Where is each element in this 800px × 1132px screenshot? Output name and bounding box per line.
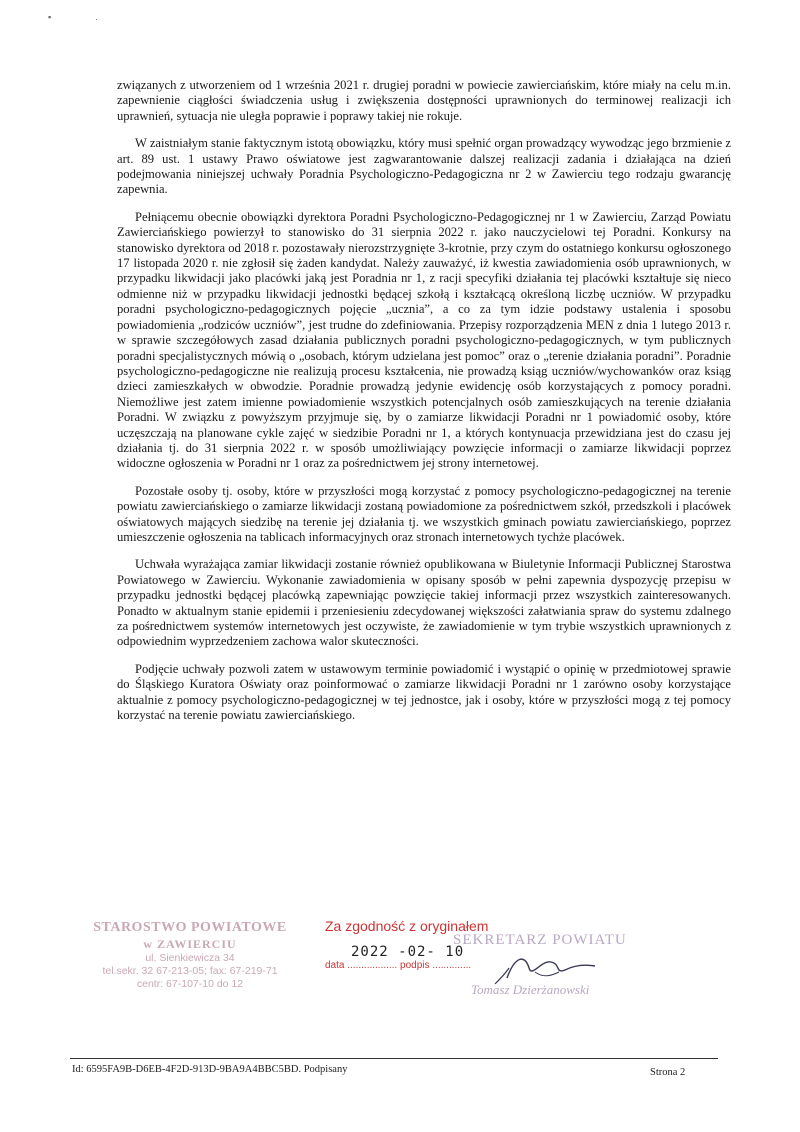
date-signature-label: data .................. podpis .............. (325, 960, 472, 971)
conformity-stamp (325, 918, 645, 1008)
stamp-line-address: ul. Sienkiewicza 34 (145, 952, 235, 964)
stamp-line-city: w ZAWIERCIU (143, 937, 237, 951)
body-text (117, 78, 731, 735)
paragraph-2: W zaistniałym stanie faktycznym istotą obowiązku, który musi spełnić organ prowadzący wywodząc jego brzmienie z art. 89 ust. 1 ustawy Prawo oświatowe jest zagwarantowanie dalszej realizacji zadania i działająca na dzień podejmowania niniejszej uchwały Poradnia Psychologiczno-Pedagogiczna nr 2 w Zawierciu tego rodzaju gwarancję zapewnia. (117, 136, 731, 197)
paragraph-5: Uchwała wyrażająca zamiar likwidacji zostanie również opublikowana w Biuletynie Informacji Publicznej Starostwa Powiatowego w Zawierciu. Wykonanie zawiadomienia w opisany sposób w pełni zapewnia dyspozycję przepisu w przypadku jednostki będącej placówką zapewniając powzięcie takiej informacji przez wszystkich zainteresowanych. Ponadto w aktualnym stanie epidemii i przeniesieniu zdecydowanej większości załatwiania spraw do systemu zdalnego za pośrednictwem systemów internetowych jest oczywiste, że zawiadomienie w tym trybie wszystkich uprawnionych z odpowiednim wyprzedzeniem zachowa walor skuteczności. (117, 557, 731, 649)
office-stamp (80, 920, 300, 991)
document-page: ▪ · związanych z utworzeniem od 1 września 2021 r. drugiej poradni w powiecie zawierciańskim, które miały na celu m.in. zapewnienie ciągłości świadczenia usług i zwiększenia dostępności uprawnionych do terminowej realizacji ich uprawnień, sytuacja nie uległa poprawie i poprawy takiej nie rokuje. W zaistniałym stanie faktycznym istotą obowiązku, który musi spełnić organ prowadzący wywodząc jego brzmienie z art. 89 ust. 1 ustawy Prawo oświatowe jest zagwarantowanie dalszej realizacji zadania i działająca na dzień podejmowania niniejszej uchwały Poradnia Psychologiczno-Pedagogiczna nr 2 w Zawierciu tego rodzaju gwarancję zapewnia. Pełniącemu obecnie obowiązki dyrektora Poradni Psychologiczno-Pedagogicznej nr 1 w Zawierciu, Zarząd Powiatu Zawierciańskiego powierzył to stanowisko do 31 sierpnia 2022 r. jako nauczycielowi tej Poradni. Konkursy na stanowisko dyrektora od 2018 r. pozostawały nierozstrzygnięte 3-krotnie, przy czym do ostatniego konkursu ogłoszonego 17 listopada 2020 r. nie zgłosił się żaden kandydat. Należy zauważyć, iż kwestia zawiadomienia osób uprawnionych, w przypadku likwidacji jako placówki jaką jest Poradnia nr 1, z racji specyfiki działania tej placówki kształtuje się nieco odmienne niż w przypadku likwidacji jednostki będącej szkołą i kształcącą określoną liczbę uczniów. W przypadku poradni psychologiczno-pedagogicznych pojęcie „ucznia”, a co za tym idzie podstawy ustalenia i sposobu powiadomienia „rodziców uczniów”, jest trudne do zdefiniowania. Przepisy rozporządzenia MEN z dnia 1 lutego 2013 r. w sprawie szczegółowych zasad działania publicznych poradni psychologiczno-pedagogicznych, w tym publicznych poradni specjalistycznych mówią o „osobach, którym udzielana jest pomoc” oraz o „terenie działania poradni”. Poradnie psychologiczno-pedagogiczne nie realizują procesu kształcenia, nie prowadzą ksiąg uczniów/wychowanków oraz ksiąg dzieci zamieszkałych w obwodzie. Poradnie prowadzą jedynie ewidencję osób korzystających z pomocy poradni. Niemożliwe jest zatem imienne powiadomienie wszystkich potencjalnych osób zamieszkujących na terenie działania Poradni. W związku z powyższym przyjmuje się, by o zamiarze likwidacji Poradni nr 1 powiadomić osoby, które uczęszczają na planowane cykle zajęć w siedzibie Poradni nr 1, a których kontynuacja przewidziana jest do czasu jej działania tj. do 31 sierpnia 2022 r. w sposób umożliwiający powzięcie informacji o zamiarze likwidacji poprzez widoczne ogłoszenia w Poradni nr 1 oraz za pośrednictwem jej strony internetowej. Pozostałe osoby tj. osoby, które w przyszłości mogą korzystać z pomocy psychologiczno-pedagogicznej na terenie powiatu zawierciańskiego o zamiarze likwidacji zostaną powiadomione za pośrednictwem szkół, przedszkoli i placówek oświatowych mających siedzibę na terenie jej działania tj. we wszystkich gminach powiatu zawierciańskiego, poprzez umieszczenie ogłoszenia na tablicach informacyjnych oraz stronach internetowych tychże placówek. Uchwała wyrażająca zamiar likwidacji zostanie również opublikowana w Biuletynie Informacji Publicznej Starostwa Powiatowego w Zawierciu. Wykonanie zawiadomienia w opisany sposób w pełni zapewnia dyspozycję przepisu w przypadku jednostki będącej placówką zapewniając powzięcie takiej informacji przez wszystkich zainteresowanych. Ponadto w aktualnym stanie epidemii i przeniesieniu zdecydowanej większości załatwiania spraw do systemu zdalnego za pośrednictwem systemów internetowych jest oczywiste, że zawiadomienie w tym trybie wszystkich uprawnionych z odpowiednim wyprzedzeniem zachowa walor skuteczności. Podjęcie uchwały pozwoli zatem w ustawowym terminie powiadomić i wystąpić o opinię w przedmiotowej sprawie do Śląskiego Kuratora Oświaty oraz poinformować o zamiarze likwidacji Poradni nr 1 zarówno osoby korzystające aktualnie z pomocy psychologiczno-pedagogicznej w tej jednostce, jak i osoby, które w przyszłości mogą z tej pomocy korzystać na terenie powiatu zawierciańskiego. STAROSTWO POWIATOWE w ZAWIERCIU ul. Sienkiewicza 34 tel.sekr. 32 67-213-05; fax: 67-219-71 centr: 67-107-10 do 12 Za zgodność z oryginałem SEKRETARZ POWIATU 2022 -02- 10 data .................. podpis .............. Tomasz Dzierżanowski Id: 6595FA9B-D6EB-4F2D-913D-9BA9A4BBC5BD. Podpisany Strona 2 (48, 12, 731, 1078)
paragraph-6: Podjęcie uchwały pozwoli zatem w ustawowym terminie powiadomić i wystąpić o opinię w przedmiotowej sprawie do Śląskiego Kuratora Oświaty oraz poinformować o zamiarze likwidacji Poradni nr 1 zarówno osoby korzystające aktualnie z pomocy psychologiczno-pedagogicznej w tej jednostce, jak i osoby, które w przyszłości mogą z tej pomocy korzystać na terenie powiatu zawierciańskiego. (117, 661, 731, 723)
conformity-title: Za zgodność z oryginałem (325, 918, 489, 934)
paragraph-3: Pełniącemu obecnie obowiązki dyrektora Poradni Psychologiczno-Pedagogicznej nr 1 w Zawierciu, Zarząd Powiatu Zawierciańskiego powierzył to stanowisko do 31 sierpnia 2022 r. jako nauczycielowi tej Poradni. Konkursy na stanowisko dyrektora od 2018 r. pozostawały nierozstrzygnięte 3-krotnie, przy czym do ostatniego konkursu ogłoszonego 17 listopada 2020 r. nie zgłosił się żaden kandydat. Należy zauważyć, iż kwestia zawiadomienia osób uprawnionych, w przypadku likwidacji jako placówki jaką jest Poradnia nr 1, z racji specyfiki działania tej placówki kształtuje się nieco odmienne niż w przypadku likwidacji jednostki będącej szkołą i kształcącą określoną liczbę uczniów. W przypadku poradni psychologiczno-pedagogicznych pojęcie „ucznia”, a co za tym idzie podstawy ustalenia i sposobu powiadomienia „rodziców uczniów”, jest trudne do zdefiniowania. Przepisy rozporządzenia MEN z dnia 1 lutego 2013 r. w sprawie szczegółowych zasad działania publicznych poradni psychologiczno-pedagogicznych, w tym publicznych poradni specjalistycznych mówią o „osobach, którym udzielana jest pomoc” oraz o „terenie działania poradni”. Poradnie psychologiczno-pedagogiczne nie realizują procesu kształcenia, nie prowadzą ksiąg uczniów/wychowanków oraz ksiąg dzieci zamieszkałych w obwodzie. Poradnie prowadzą jedynie ewidencję osób korzystających z pomocy poradni. Niemożliwe jest zatem imienne powiadomienie wszystkich potencjalnych osób zamieszkujących na terenie działania Poradni. W związku z powyższym przyjmuje się, by o zamiarze likwidacji Poradni nr 1 powiadomić osoby, które uczęszczają na planowane cykle zajęć w siedzibie Poradni nr 1, a których kontynuacja przewidziana jest do czasu jej działania tj. do 31 sierpnia 2022 r. w sposób umożliwiający powzięcie informacji o zamiarze likwidacji poprzez widoczne ogłoszenia w Poradni nr 1 oraz za pośrednictwem jej strony internetowej. (117, 209, 731, 471)
date-value: 2022 -02- 10 (351, 944, 465, 960)
page-number: Strona 2 (650, 1067, 686, 1078)
stamp-line-phone: tel.sekr. 32 67-213-05; fax: 67-219-71 (102, 965, 278, 977)
footer-divider (70, 1058, 718, 1059)
document-id: Id: 6595FA9B-D6EB-4F2D-913D-9BA9A4BBC5BD. Podpisany (72, 1064, 348, 1075)
stamp-line-central: centr: 67-107-10 do 12 (136, 978, 244, 990)
secretary-stamp: SEKRETARZ POWIATU (453, 932, 627, 948)
signer-name: Tomasz Dzierżanowski (471, 982, 590, 997)
paragraph-1: związanych z utworzeniem od 1 września 2021 r. drugiej poradni w powiecie zawierciańskim, które miały na celu m.in. zapewnienie ciągłości świadczenia usług i zwiększenia dostępności uprawnionych do terminowej realizacji ich uprawnień, sytuacja nie uległa poprawie i poprawy takiej nie rokuje. (117, 78, 731, 123)
stamp-line-office: STAROSTWO POWIATOWE (93, 920, 287, 935)
paragraph-4: Pozostałe osoby tj. osoby, które w przyszłości mogą korzystać z pomocy psychologiczno-pedagogicznej na terenie powiatu zawierciańskiego o zamiarze likwidacji zostaną powiadomione za pośrednictwem szkół, przedszkoli i placówek oświatowych mających siedzibę na terenie jej działania tj. we wszystkich gminach powiatu zawierciańskiego, poprzez umieszczenie ogłoszenia na tablicach informacyjnych oraz stronach internetowych tychże placówek. (117, 483, 731, 544)
